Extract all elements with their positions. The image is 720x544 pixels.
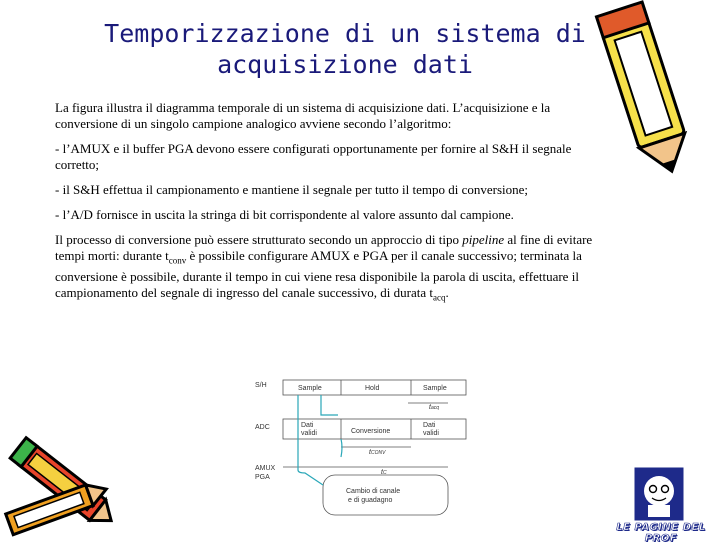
- row-label-amux: AMUX: [255, 465, 276, 472]
- pipeline-text-a: Il processo di conversione può essere strutturato secondo un approccio di tipo: [55, 232, 463, 247]
- adc-cell-conversione: Conversione: [351, 428, 391, 435]
- pipeline-text-b: al fine di evitare tempi morti: durante t: [55, 232, 593, 263]
- tacq-subscript: acq: [432, 292, 446, 303]
- t-conv-label: tCONV: [369, 449, 386, 456]
- step-2: - il S&H effettua il campionamento e mantiene il segnale per tutto il tempo di conversione;: [55, 182, 529, 197]
- row-label-pga: PGA: [255, 474, 270, 481]
- adc-cell-dati-2: Dati: [423, 422, 436, 429]
- row-label-sh: S/H: [255, 382, 267, 389]
- slide-body: [55, 100, 605, 314]
- step-1: - l’AMUX e il buffer PGA devono essere configurati opportunamente per fornire al S&H il segnale corretto;: [55, 141, 572, 172]
- sh-cell-sample-2: Sample: [423, 385, 447, 392]
- sh-cell-hold: Hold: [365, 385, 380, 392]
- tconv-subscript: conv: [168, 255, 187, 266]
- adc-cell-validi-1: validi: [301, 430, 317, 437]
- t-c-label: tC: [381, 469, 387, 476]
- pencil-icon: [592, 0, 720, 175]
- logo-caption: LE PAGINE DEL PROF: [616, 522, 706, 544]
- sh-cell-sample: Sample: [298, 385, 322, 392]
- adc-cell-validi-2: validi: [423, 430, 439, 437]
- step-3: - l’A/D fornisce in uscita la stringa di bit corrispondente al valore assunto dal campione.: [55, 207, 514, 222]
- timing-diagram: [253, 375, 468, 525]
- title-line-1: Temporizzazione di un sistema di: [104, 19, 586, 48]
- row-label-adc: ADC: [255, 424, 270, 431]
- adc-cell-dati-1: Dati: [301, 422, 314, 429]
- amux-box: [323, 475, 448, 515]
- t-acq-label: tacq: [429, 404, 440, 411]
- pipeline-text-d: .: [445, 284, 449, 300]
- pipeline-emphasis: pipeline: [462, 232, 505, 247]
- pipeline-paragraph: [55, 232, 605, 305]
- intro-paragraph: La figura illustra il diagramma temporale di un sistema di acquisizione dati. L’acquisizione e la conversione di un singolo campione analogico avviene secondo l’algoritmo:: [55, 100, 551, 131]
- pipeline-text-c: è possibile configurare AMUX e PGA per il canale successivo; terminata la conversione è possibile, durante il tempo in cui viene resa disponibile la parola di uscita, effettuare il campionamento del segnale di ingresso del canale successivo, di durata t: [55, 248, 582, 300]
- slide-title: [95, 18, 595, 80]
- amux-cell-line2: e di guadagno: [348, 497, 393, 504]
- pencils-icon: [0, 432, 125, 540]
- title-line-2: acquisizione dati: [217, 50, 473, 79]
- amux-cell-line1: Cambio di canale: [346, 488, 401, 495]
